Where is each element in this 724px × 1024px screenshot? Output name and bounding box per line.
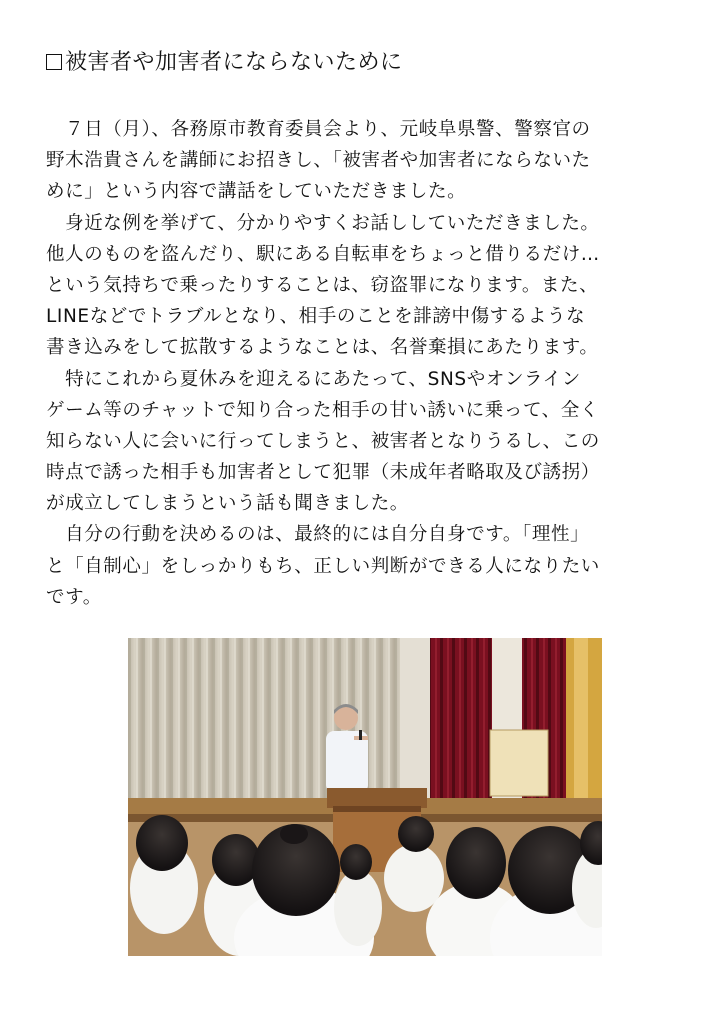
paragraph-line: という気持ちで乗ったりすることは、窃盗罪になります。また、 [46,274,599,296]
page-title [46,48,403,78]
paragraph-line: 身近な例を挙げて、分かりやすくお話ししていただきました。 [46,212,600,234]
paragraph-line: 野木浩貴さんを講師にお招きし、「被害者や加害者にならないた [46,150,591,172]
paragraph-line: 自分の行動を決めるのは、最終的には自分自身です。「理性」 [46,524,590,546]
paragraph-line: ７日（月）、各務原市教育委員会より、元岐阜県警、警察官の [46,119,591,140]
paragraph-line: 他人のものを盗んだり、駅にある自転車をちょっと借りるだけ… [46,243,600,265]
paragraph-line: 時点で誘った相手も加害者として犯罪（未成年者略取及び誘拐） [46,462,600,484]
page-title-text: 被害者や加害者にならないために [65,50,403,75]
paragraph-line: 知らない人に会いに行ってしまうと、被害者となりうるし、この [46,430,600,452]
paragraph-line: めに」という内容で講話をしていただきました。 [46,181,467,203]
paragraph-line: ゲーム等のチャットで知り合った相手の甘い誘いに乗って、全く [46,399,599,421]
article-body [46,114,686,613]
lecture-photo [128,638,602,956]
paragraph-line: LINEなどでトラブルとなり、相手のことを誹謗中傷するような [46,306,586,328]
paragraph-line: 書き込みをして拡散するようなことは、名誉棄損にあたります。 [46,337,599,359]
lecture-scene-illustration [128,638,602,956]
paragraph-line: と「自制心」をしっかりもち、正しい判断ができる人になりたい [46,555,600,577]
paragraph-line: です。 [46,586,102,608]
paragraph-line: 特にこれから夏休みを迎えるにあたって、SNSやオンライン [46,368,581,390]
square-outline-icon [46,54,62,70]
paragraph-line: が成立してしまうという話も聞きました。 [46,493,409,515]
